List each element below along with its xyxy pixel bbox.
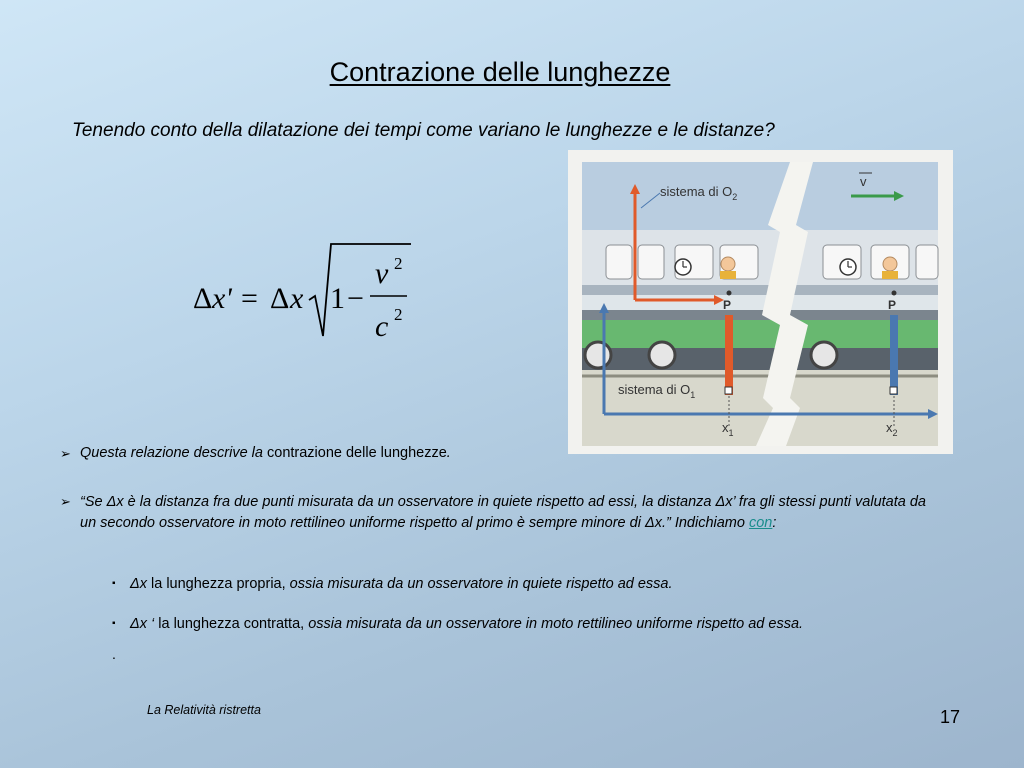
formula-c: c — [375, 310, 389, 343]
length-contraction-formula — [185, 238, 425, 348]
sub-bullet-lunghezza-propria: ▪ Δx la lunghezza propria, ossia misurata da un osservatore in quiete rispetto ad essa. — [112, 576, 673, 592]
highlight-term: contrazione delle lunghezze — [267, 445, 447, 461]
formula-v: v — [375, 257, 389, 290]
slide-title: Contrazione delle lunghezze — [329, 57, 671, 87]
slide-subtitle: Tenendo conto della dilatazione dei tempi come variano le lunghezze e le distanze? — [72, 120, 775, 141]
arrow-bullet-icon: ➢ — [60, 494, 71, 509]
bullet-text: Questa relazione descrive la contrazione delle lunghezze. — [80, 445, 451, 461]
arrow-bullet-icon: ➢ — [60, 446, 71, 461]
footer-text: La Relatività ristretta — [147, 703, 261, 717]
passenger-icon — [883, 257, 897, 271]
formula-delta-2: Δ — [270, 282, 290, 315]
formula-one: 1 — [330, 282, 345, 315]
bullet-definition — [60, 492, 926, 534]
formula-v-exponent: 2 — [394, 254, 403, 273]
trailing-dot: . — [112, 646, 116, 662]
formula-c-exponent: 2 — [394, 305, 403, 324]
x1-label: $x_1$ — [722, 420, 734, 438]
point-p-left: P — [723, 298, 732, 312]
label-sistema-o2: sistema di $O_2$ — [660, 184, 738, 202]
passenger-icon — [721, 257, 735, 271]
formula-delta-1: Δ — [193, 282, 213, 315]
square-bullet-icon: ▪ — [112, 578, 116, 589]
formula-x-prime: x' — [212, 282, 232, 315]
label-sistema-o1: sistema di $O_1$ — [618, 382, 696, 400]
formula-equals: = — [241, 282, 258, 315]
formula-minus: − — [347, 282, 364, 315]
con-link[interactable]: con — [748, 515, 773, 531]
definition-text: “Se Δx è la distanza fra due punti misurata da un osservatore in quiete rispetto ad essi, la distanza Δx’ fra gli stessi punti valutata da un secondo osservatore in moto rettilineo uniforme rispetto al primo è sempre minore di Δx.” Indichiamo con: — [80, 494, 926, 531]
formula-x: x — [290, 282, 304, 315]
point-p-right: P — [888, 298, 897, 312]
x2-label: $x_2$ — [886, 420, 898, 438]
page-number: 17 — [940, 707, 961, 727]
train-illustration — [568, 150, 953, 454]
square-bullet-icon: ▪ — [112, 618, 116, 629]
velocity-label: v — [860, 174, 867, 189]
sub-bullet-lunghezza-contratta: ▪ Δx ‘ la lunghezza contratta, ossia misurata da un osservatore in moto rettilineo uniforme rispetto ad essa. — [112, 616, 804, 632]
